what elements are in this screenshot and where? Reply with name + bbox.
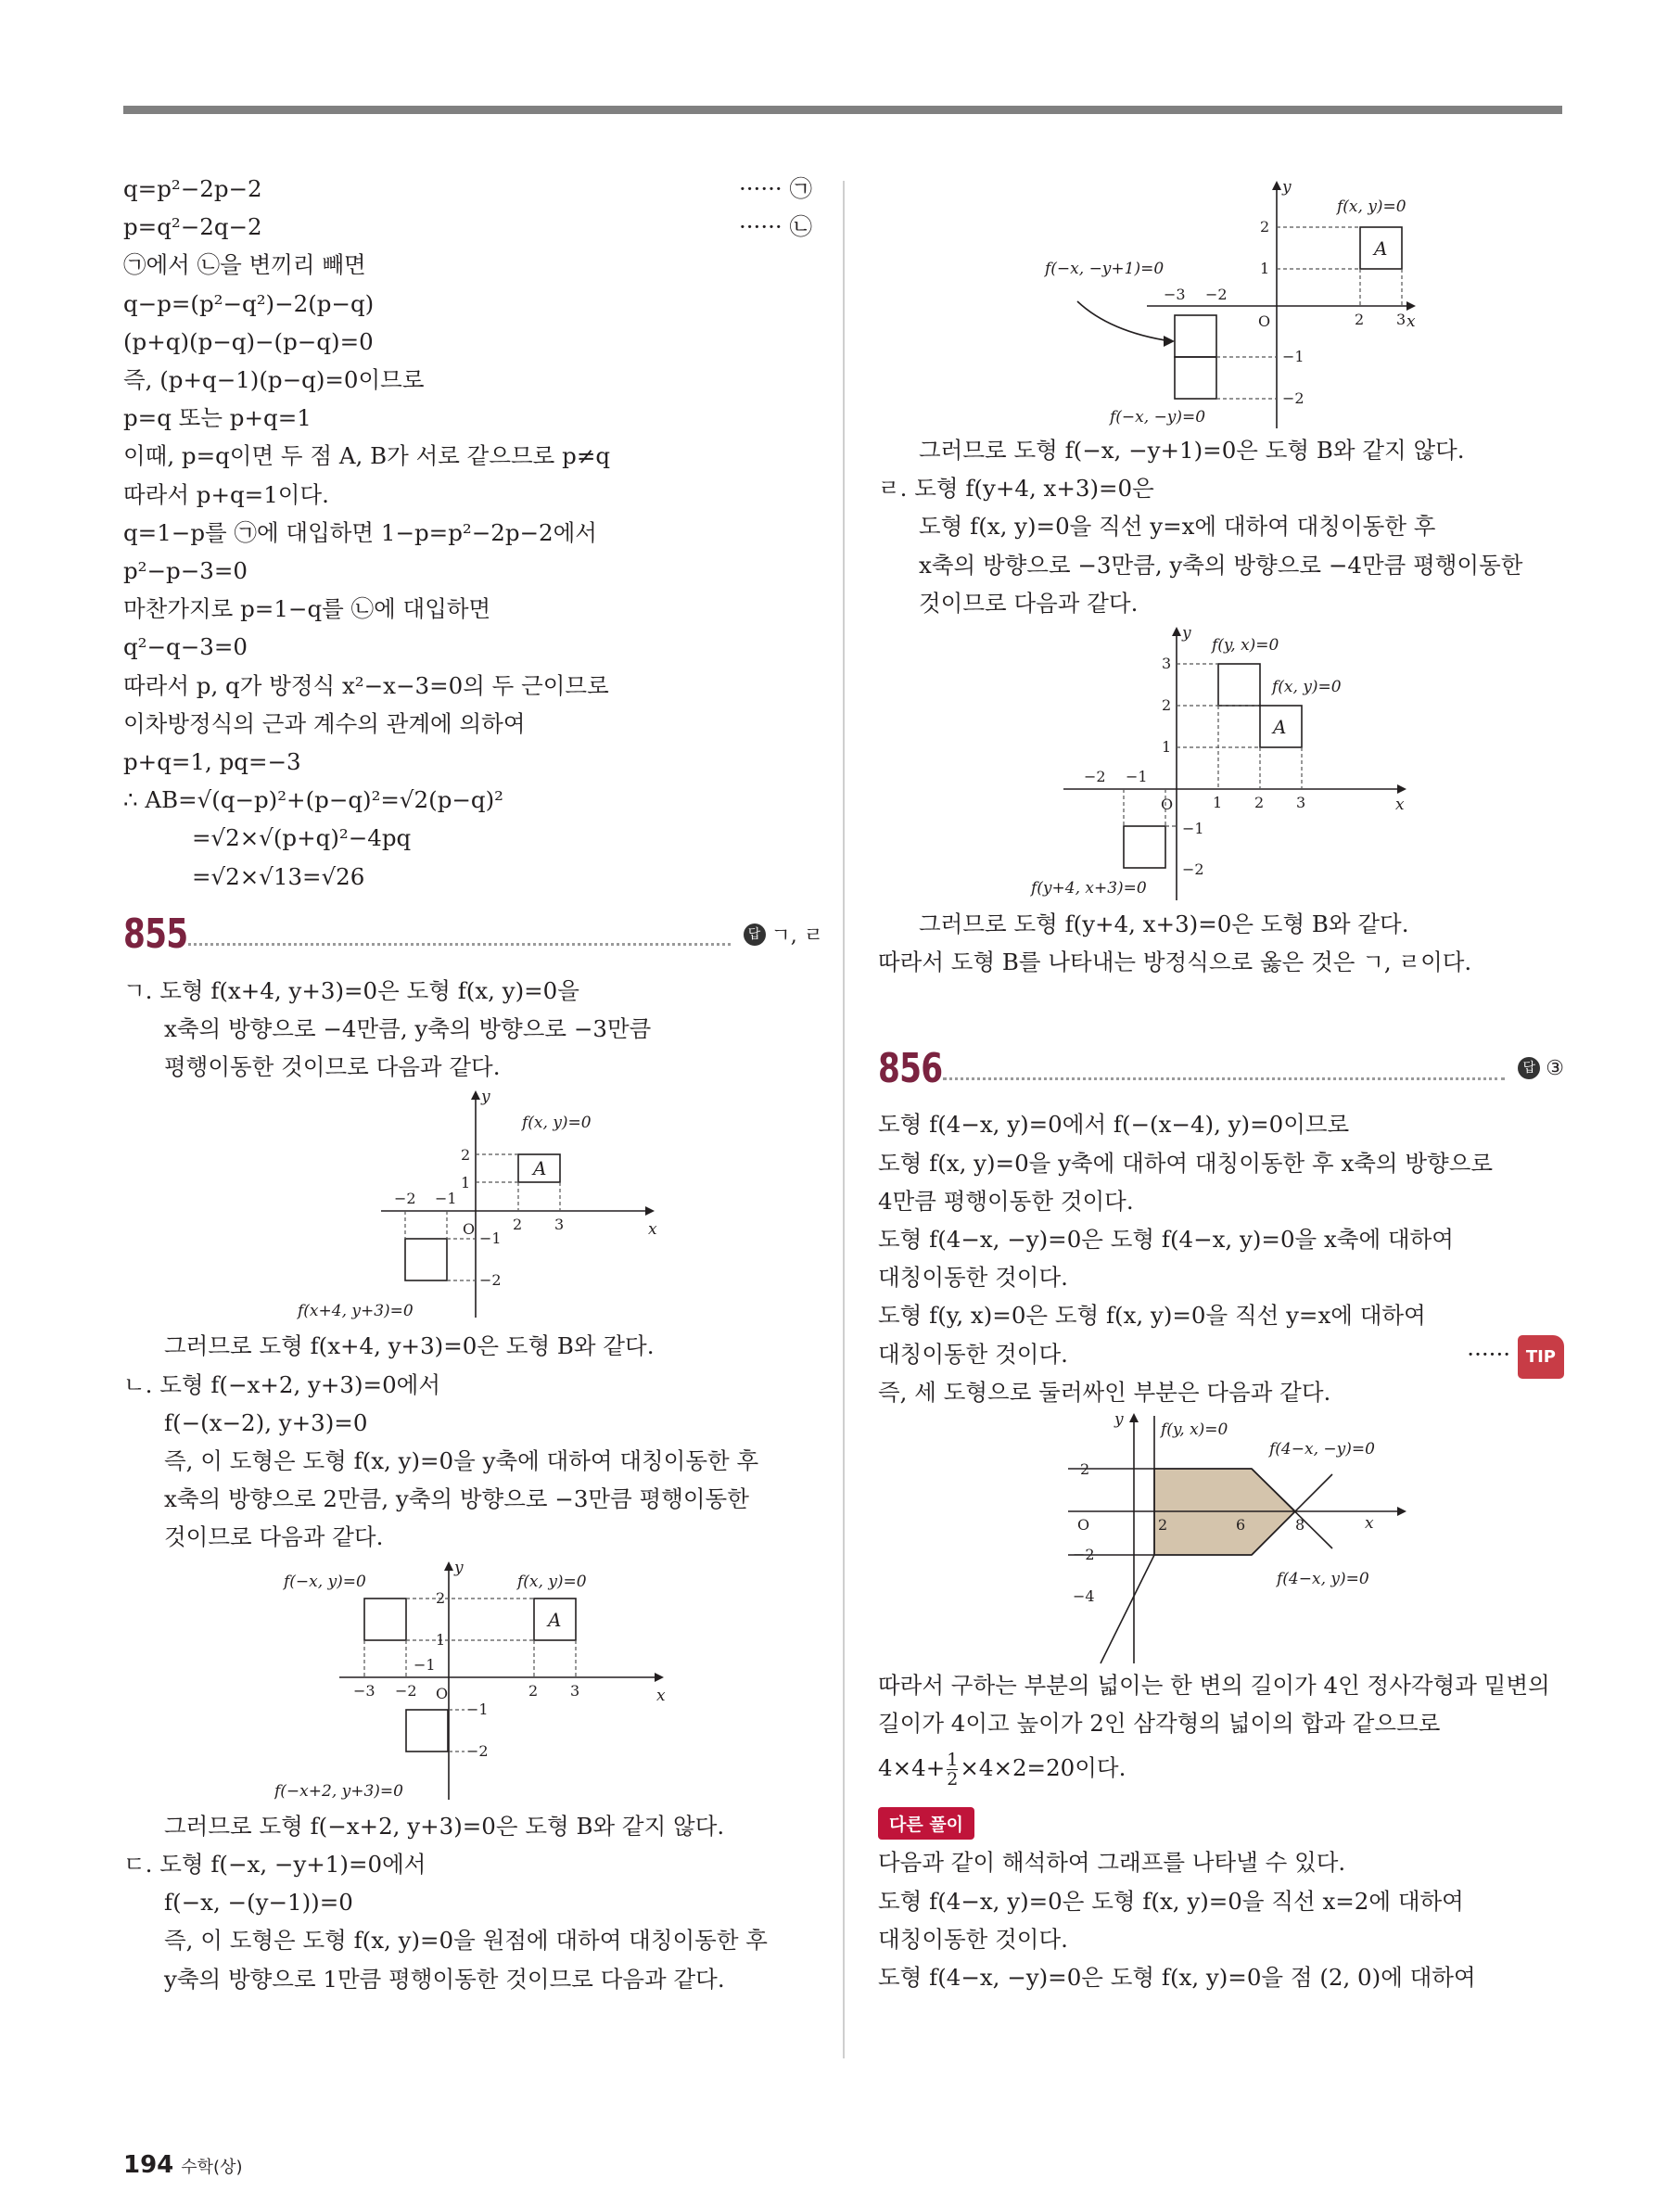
- tick-label: 3: [1162, 655, 1172, 673]
- text-line: 그러므로 도형 f(y+4, x+3)=0은 도형 B와 같다.: [919, 911, 1409, 938]
- alt-solution-badge: 다른 풀이: [878, 1807, 974, 1840]
- text-line: p=q 또는 p+q=1: [123, 404, 312, 432]
- text-line: 4만큼 평행이동한 것이다.: [878, 1187, 1134, 1215]
- y-arrow: [1172, 627, 1181, 636]
- tick-label: −1: [465, 1700, 489, 1718]
- text-line: 도형 f(x, y)=0을 직선 y=x에 대하여 대칭이동한 후: [919, 513, 1436, 541]
- tick-label: 2: [1158, 1516, 1168, 1535]
- fraction: $\frac{1}{2}$: [947, 1750, 959, 1790]
- text-line: 즉, (p+q−1)(p−q)=0이므로: [123, 366, 425, 394]
- text-line: 즉, 세 도형으로 둘러싸인 부분은 다음과 같다.: [878, 1378, 1331, 1406]
- tick-label: 2: [1162, 696, 1172, 715]
- tick-label: 8: [1295, 1516, 1305, 1535]
- tick-label: −2: [465, 1741, 489, 1760]
- text-line: 따라서 도형 B를 나타내는 방정식으로 옳은 것은 ㄱ, ㄹ이다.: [878, 949, 1472, 976]
- text-line: 평행이동한 것이므로 다음과 같다.: [164, 1053, 501, 1081]
- figure-855-b: [274, 1557, 673, 1807]
- tick-label: 6: [1236, 1516, 1246, 1535]
- answer-icon: 답: [1518, 1057, 1540, 1079]
- problem-number: 855: [123, 911, 188, 959]
- y-arrow: [444, 1561, 453, 1571]
- tick-label: −4: [1073, 1587, 1095, 1606]
- x-label: x: [1395, 796, 1405, 815]
- y-arrow: [1129, 1413, 1139, 1422]
- answer: [744, 920, 824, 949]
- text-line: q=1−p를 ㉠에 대입하면 1−p=p²−2p−2에서: [123, 518, 597, 546]
- tick-label: 1: [1260, 260, 1270, 277]
- square-fyx: [1218, 664, 1260, 706]
- tick-label: −1: [413, 1655, 436, 1674]
- tick-label: −1: [434, 1190, 457, 1208]
- curve-label: f(−x+2, y+3)=0: [274, 1781, 403, 1801]
- origin-label: O: [1258, 312, 1271, 330]
- problem-number: 856: [878, 1044, 943, 1092]
- text-line: f(−(x−2), y+3)=0: [164, 1408, 368, 1436]
- curve-label: f(4−x, y)=0: [1277, 1570, 1369, 1589]
- y-label: y: [1114, 1411, 1124, 1430]
- curve-label: f(4−x, −y)=0: [1269, 1440, 1375, 1459]
- text-line: p²−p−3=0: [123, 557, 248, 585]
- tick-label: −2: [478, 1271, 502, 1290]
- curve-label: f(x, y)=0: [521, 1114, 592, 1133]
- y-arrow: [471, 1090, 480, 1100]
- text-line: ∴ AB=√(q−p)²+(p−q)²=√2(p−q)²: [123, 786, 503, 814]
- text-line: ㄹ. 도형 f(y+4, x+3)=0은: [878, 475, 1154, 503]
- curved-arrow: [1077, 301, 1171, 341]
- text-line: p+q=1, pq=−3: [123, 748, 301, 776]
- text-line: 것이므로 다음과 같다.: [164, 1523, 384, 1551]
- origin-label: O: [1161, 796, 1174, 814]
- right-column: [878, 176, 1564, 1996]
- tick-label: 2: [512, 1216, 522, 1234]
- tick-label: 2: [1080, 1460, 1090, 1479]
- square-upper: [1175, 315, 1216, 357]
- leader-dots: [188, 923, 731, 946]
- text-line: 그러므로 도형 f(−x+2, y+3)=0은 도형 B와 같지 않다.: [164, 1812, 725, 1840]
- square-B: [1124, 826, 1165, 868]
- text-line: 즉, 이 도형은 도형 f(x, y)=0을 원점에 대하여 대칭이동한 후: [164, 1927, 768, 1955]
- tick-label: 1: [1162, 738, 1172, 757]
- figure-855-d: [1026, 622, 1416, 905]
- text-line: 즉, 이 도형은 도형 f(x, y)=0을 y축에 대하여 대칭이동한 후: [164, 1447, 759, 1475]
- text-line: q²−q−3=0: [123, 633, 248, 661]
- curve-label: f(x, y)=0: [1337, 197, 1406, 216]
- tick-label: −3: [1164, 286, 1186, 303]
- problem-856-header: [878, 1038, 1564, 1098]
- text-line: 도형 f(x, y)=0을 y축에 대하여 대칭이동한 후 x축의 방향으로: [878, 1149, 1494, 1177]
- x-label: x: [1365, 1514, 1374, 1534]
- text-line: 도형 f(4−x, y)=0에서 f(−(x−4), y)=0이므로: [878, 1111, 1350, 1139]
- text-line: =√2×√(p+q)²−4pq: [192, 824, 412, 852]
- text-line: 도형 f(4−x, −y)=0은 도형 f(4−x, y)=0을 x축에 대하여: [878, 1226, 1454, 1254]
- text-line: 따라서 p+q=1이다.: [123, 480, 329, 508]
- leader-dots: [943, 1057, 1505, 1080]
- text-line: =√2×√13=√26: [192, 862, 365, 890]
- text-line: 길이가 4이고 높이가 2인 삼각형의 넓이의 합과 같으므로: [878, 1710, 1441, 1738]
- tick-label: −1: [1126, 768, 1148, 786]
- solution-854-continued: [123, 170, 823, 896]
- page-footer: [123, 2151, 243, 2179]
- left-column: [123, 170, 823, 1998]
- text-line: 마찬가지로 p=1−q를 ㉡에 대입하면: [123, 595, 491, 623]
- text-line: q−p=(p²−q²)−2(p−q): [123, 289, 375, 317]
- curve-label: f(x, y)=0: [1272, 678, 1342, 697]
- text-line: f(−x, −(y−1))=0: [164, 1889, 353, 1917]
- text-line: ㄴ. 도형 f(−x+2, y+3)=0에서: [123, 1370, 440, 1398]
- equation-tag: ······ ㉡: [738, 213, 812, 241]
- curve-label: f(−x, −y+1)=0: [1045, 260, 1165, 278]
- text-line: q=p²−2p−2 ······ ㉠: [123, 170, 823, 208]
- text-line: 이때, p=q이면 두 점 A, B가 서로 같으므로 p≠q: [123, 442, 611, 470]
- text-line: y축의 방향으로 1만큼 평행이동한 것이므로 다음과 같다.: [164, 1965, 725, 1993]
- tick-label: −2: [394, 1681, 417, 1700]
- text-line: 것이므로 다음과 같다.: [919, 589, 1139, 617]
- text-line: 도형 f(4−x, y)=0은 도형 f(x, y)=0을 직선 x=2에 대하여: [878, 1887, 1464, 1915]
- text-line: 도형 f(4−x, −y)=0은 도형 f(x, y)=0을 점 (2, 0)에 대하여: [878, 1964, 1476, 1992]
- figure-856: [1017, 1411, 1425, 1666]
- text-line: 그러므로 도형 f(−x, −y+1)=0은 도형 B와 같지 않다.: [919, 437, 1465, 464]
- tick-label: −2: [393, 1190, 416, 1208]
- square-label: A: [1273, 716, 1287, 739]
- origin-label: O: [435, 1684, 448, 1702]
- answer-icon: 답: [744, 924, 766, 946]
- x-arrow: [1397, 1507, 1406, 1516]
- tick-label: 2: [1355, 311, 1365, 328]
- y-arrow: [1272, 181, 1281, 190]
- curve-label: f(−x, −y)=0: [1110, 408, 1206, 427]
- page-number: 194: [123, 2151, 174, 2179]
- text-line: 대칭이동한 것이다.: [878, 1264, 1068, 1292]
- answer: [1518, 1057, 1564, 1080]
- origin-label: O: [1077, 1516, 1090, 1535]
- book-title: 수학(상): [181, 2158, 243, 2177]
- tip-tag: ······ TIP: [1467, 1335, 1564, 1379]
- text-line: x축의 방향으로 −3만큼, y축의 방향으로 −4만큼 평행이동한: [919, 551, 1523, 579]
- text-line: ㄷ. 도형 f(−x, −y+1)=0에서: [123, 1850, 426, 1878]
- tick-label: −2: [1182, 860, 1204, 879]
- text-line: p=q²−2q−2 ······ ㉡: [123, 208, 823, 246]
- text-line: ㉠에서 ㉡을 변끼리 빼면: [123, 251, 366, 279]
- square-lower: [1175, 357, 1216, 399]
- text-line: 그러므로 도형 f(x+4, y+3)=0은 도형 B와 같다.: [164, 1332, 655, 1360]
- tick-label: −1: [478, 1229, 502, 1248]
- text-line: 대칭이동한 것이다. ······ TIP: [878, 1335, 1564, 1373]
- y-label: y: [453, 1558, 464, 1577]
- square-label: A: [547, 1608, 561, 1631]
- tick-label: 2: [460, 1146, 470, 1165]
- y-label: y: [1282, 178, 1292, 197]
- curve-label: f(y+4, x+3)=0: [1031, 879, 1147, 898]
- calc-line: 4×4+ $\frac{1}{2}$ ×4×2=20이다.: [878, 1750, 1126, 1790]
- y-label: y: [1182, 624, 1191, 643]
- tick-label: 1: [1213, 794, 1223, 812]
- text-line: 대칭이동한 것이다.: [878, 1925, 1068, 1953]
- tick-label: 1: [435, 1630, 445, 1649]
- text-line: x축의 방향으로 2만큼, y축의 방향으로 −3만큼 평행이동한: [164, 1485, 749, 1513]
- arrow-head: [1164, 336, 1175, 347]
- square-label: A: [1374, 237, 1388, 260]
- answer-text: ③: [1546, 1056, 1564, 1080]
- tick-label: 3: [1396, 311, 1406, 328]
- tick-label: 3: [569, 1681, 579, 1700]
- text-line: 따라서 구하는 부분의 넓이는 한 변의 길이가 4인 정사각형과 밑변의: [878, 1672, 1550, 1700]
- tick-label: −2: [1282, 389, 1305, 407]
- text-line: 도형 f(y, x)=0은 도형 f(x, y)=0을 직선 y=x에 대하여: [878, 1302, 1426, 1330]
- tick-label: 2: [1254, 794, 1265, 812]
- tick-label: −1: [1282, 348, 1305, 365]
- tip-badge: TIP: [1518, 1335, 1564, 1379]
- tick-label: 1: [460, 1174, 470, 1192]
- problem-855-header: [123, 905, 823, 964]
- text-line: ㄱ. 도형 f(x+4, y+3)=0은 도형 f(x, y)=0을: [123, 976, 579, 1004]
- text-line: x축의 방향으로 −4만큼, y축의 방향으로 −3만큼: [164, 1015, 652, 1043]
- x-arrow: [645, 1206, 655, 1216]
- curve-label: f(y, x)=0: [1161, 1420, 1228, 1440]
- y-label: y: [480, 1088, 490, 1107]
- x-label: x: [1406, 312, 1416, 331]
- tick-label: 2: [528, 1681, 538, 1700]
- tick-label: 2: [435, 1588, 445, 1607]
- x-arrow: [1397, 784, 1406, 794]
- text-line: 다음과 같이 해석하여 그래프를 나타낼 수 있다.: [878, 1849, 1346, 1877]
- top-rule: [123, 106, 1562, 114]
- tick-label: 2: [1260, 218, 1270, 236]
- tick-label: −2: [1073, 1546, 1095, 1564]
- text-line: 따라서 p, q가 방정식 x²−x−3=0의 두 근이므로: [123, 671, 609, 699]
- answer-text: ㄱ, ㄹ: [770, 924, 823, 949]
- x-label: x: [655, 1686, 666, 1705]
- square-B: [405, 1239, 447, 1280]
- curve-label: f(y, x)=0: [1212, 636, 1279, 656]
- column-divider: [843, 181, 845, 2058]
- origin-label: O: [462, 1220, 475, 1239]
- figure-855-a: [279, 1086, 668, 1327]
- curve-label: f(x, y)=0: [516, 1572, 587, 1591]
- figure-855-c: [1008, 176, 1434, 431]
- tick-label: −2: [1084, 768, 1106, 786]
- x-label: x: [647, 1220, 657, 1240]
- tick-label: 3: [1296, 794, 1306, 812]
- line-diagonal: [1101, 1555, 1154, 1663]
- x-arrow: [1406, 301, 1416, 311]
- tick-label: 3: [554, 1216, 564, 1234]
- curve-label: f(x+4, y+3)=0: [297, 1302, 414, 1321]
- x-arrow: [655, 1673, 664, 1682]
- tick-label: −3: [352, 1681, 375, 1700]
- square-label: A: [532, 1157, 546, 1180]
- text-line: (p+q)(p−q)−(p−q)=0: [123, 327, 374, 355]
- square-reflected: [364, 1599, 406, 1640]
- curve-label: f(−x, y)=0: [283, 1572, 366, 1591]
- equation-tag: ······ ㉠: [738, 175, 812, 202]
- tick-label: −1: [1182, 820, 1204, 838]
- square-B: [406, 1710, 448, 1752]
- tick-label: −2: [1205, 286, 1228, 303]
- text-line: 이차방정식의 근과 계수의 관계에 의하여: [123, 709, 526, 737]
